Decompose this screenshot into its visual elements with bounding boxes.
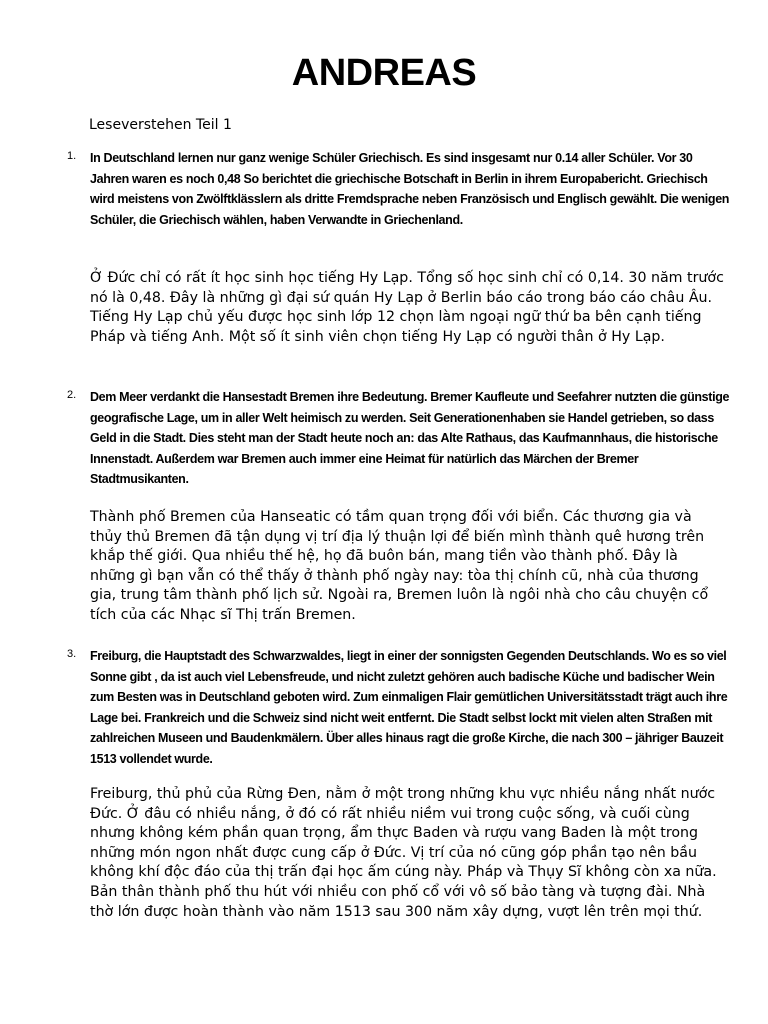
list-number: 1. xyxy=(67,150,77,162)
vietnamese-paragraph: Freiburg, thủ phủ của Rừng Đen, nằm ở một trong những khu vực nhiều nắng nhất nước Đức. Ở đâu có nhiều nắng, ở đó có rất nhiều niềm vui trong cuộc sống, và cuối cùng nhưng không kém phần quan trọng, ẩm thực Baden và rượu vang Baden là một trong những món ngon nhất được cung cấp ở Đức. Vị trí của nó cũng góp phần tạo nên bầu không khí độc đáo của thị trấn đại học ấm cúng này. Pháp và Thụy Sĩ không còn xa nữa. Bản thân thành phố thu hút với nhiều con phố cổ với vô số bảo tàng và tượng đài. Nhà thờ lớn được hoàn thành vào năm 1513 sau 300 năm xây dựng, vượt lên trên mọi thứ. xyxy=(90,786,717,920)
list-number: 3. xyxy=(67,648,77,660)
vietnamese-paragraph: Thành phố Bremen của Hanseatic có tầm quan trọng đối với biển. Các thương gia và thủy thủ Bremen đã tận dụng vị trí địa lý thuận lợi để biến mình thành quê hương trên khắp thế giới. Qua nhiều thế hệ, họ đã buôn bán, mang tiền vào thành phố. Đây là những gì bạn vẫn có thể thấy ở thành phố ngày nay: tòa thị chính cũ, nhà của thương gia, trung tâm thành phố lịch sử. Ngoài ra, Bremen luôn là ngôi nhà cho câu chuyện cổ tích của các Nhạc sĩ Thị trấn Bremen. xyxy=(90,509,709,623)
german-paragraph: Freiburg, die Hauptstadt des Schwarzwaldes, liegt in einer der sonnigsten Gegenden Deutschlands. Wo es so viel Sonne gibt , da ist auch viel Lebensfreude, und nicht zuletzt gehören auch badische Küche und badischer Wein zum Besten was in Deutschland geboten wird. Zum einmaligen Flair gemütlichen Universitätsstadt trägt auch ihre Lage bei. Frankreich und die Schweiz sind nicht weit entfernt. Die Stadt selbst lockt mit vielen alten Straßen mit zahlreichen Museen und Baudenkmälern. Über alles hinaus ragt die große Kirche, die nach 300 – jähriger Bauzeit 1513 vollendet wurde. xyxy=(90,649,728,766)
german-paragraph: In Deutschland lernen nur ganz wenige Schüler Griechisch. Es sind insgesamt nur 0.14 aller Schüler. Vor 30 Jahren waren es noch 0,48 So berichtet die griechische Botschaft in Berlin in ihrem Europabericht. Griechisch wird meistens von Zwölftklässlern als dritte Fremdsprache neben Französisch und Englisch gewählt. Die wenigen Schüler, die Griechisch wählen, haben Verwandte in Griechenland. xyxy=(90,151,730,227)
vietnamese-paragraph: Ở Đức chỉ có rất ít học sinh học tiếng Hy Lạp. Tổng số học sinh chỉ có 0,14. 30 năm trước nó là 0,48. Đây là những gì đại sứ quán Hy Lạp ở Berlin báo cáo trong báo cáo châu Âu. Tiếng Hy Lạp chủ yếu được học sinh lớp 12 chọn làm ngoại ngữ thứ ba bên cạnh tiếng Pháp và tiếng Anh. Một số ít sinh viên chọn tiếng Hy Lạp có người thân ở Hy Lạp. xyxy=(90,270,724,345)
subtitle: Leseverstehen Teil 1 xyxy=(89,117,232,133)
list-number: 2. xyxy=(67,389,77,401)
page-title: ANDREAS xyxy=(291,52,477,94)
german-paragraph: Dem Meer verdankt die Hansestadt Bremen ihre Bedeutung. Bremer Kaufleute und Seefahrer nutzten die günstige geografische Lage, um in aller Welt heimisch zu werden. Seit Generationenhaben sie Handel getrieben, so dass Geld in die Stadt. Dies steht man der Stadt heute noch an: das Alte Rathaus, das Kaufmannhaus, die historische Innenstadt. Außerdem war Bremen auch immer eine Heimat für natürlich das Märchen der Bremer Stadtmusikanten. xyxy=(90,390,730,486)
